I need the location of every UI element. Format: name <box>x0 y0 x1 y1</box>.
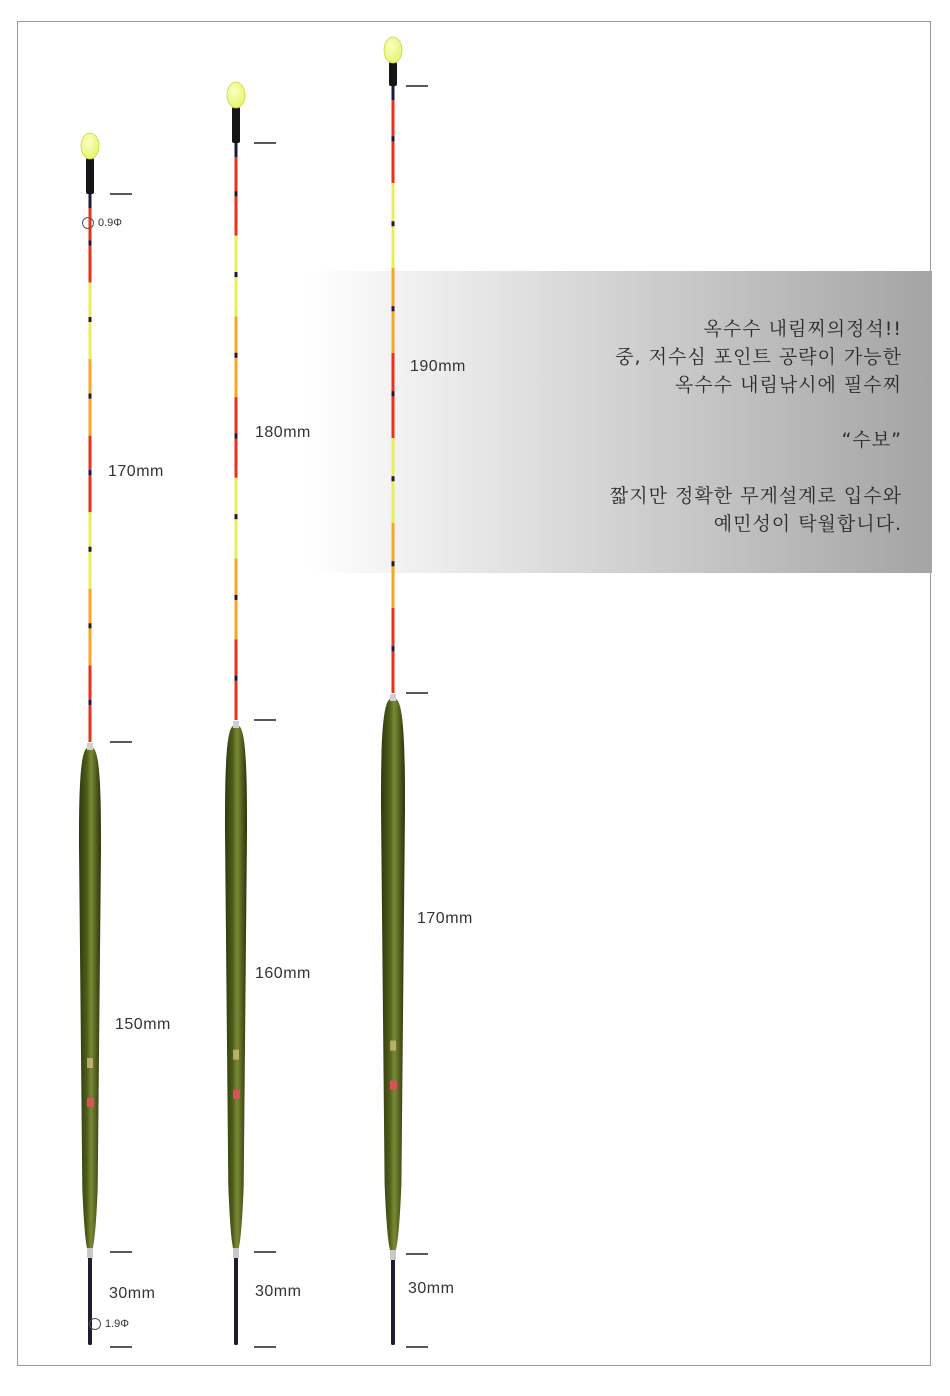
float2-antenna-band <box>235 272 238 277</box>
float1-body-mark <box>87 1058 93 1068</box>
float3-top-length: 190mm <box>410 358 466 375</box>
banner-product-name: “수보” <box>841 429 902 451</box>
banner-line-1: 옥수수 내림찌의정석!! <box>703 318 902 340</box>
float3-antenna-band <box>392 306 395 311</box>
float3-antenna-band <box>392 646 395 651</box>
float2-tip-holder <box>232 107 240 143</box>
float3-tip-bulb <box>384 37 402 63</box>
float2-antenna-band <box>235 595 238 600</box>
float1-antenna-band <box>89 623 92 628</box>
diameter-circle-icon <box>89 1318 101 1330</box>
float2-antenna-band <box>235 191 238 196</box>
float3-foot-length: 30mm <box>408 1280 455 1297</box>
float3-body <box>381 699 405 1250</box>
float3-antenna-band <box>392 476 395 481</box>
float2-body-collar <box>233 721 239 728</box>
float3-body-collar <box>390 694 396 701</box>
float1-antenna-band <box>89 317 92 322</box>
float1-antenna-band <box>89 547 92 552</box>
float2-body <box>225 726 247 1248</box>
top-diameter-label: 0.9Φ <box>82 217 122 229</box>
float1-foot-length: 30mm <box>109 1285 156 1302</box>
float2-foot-length: 30mm <box>255 1283 302 1300</box>
float2-antenna-band <box>235 514 238 519</box>
float3-body-mark <box>390 1041 396 1051</box>
float1-body-collar <box>87 743 93 750</box>
float1-antenna-band <box>89 394 92 399</box>
float1-top-length: 170mm <box>108 463 164 480</box>
float1-tip-bulb <box>81 133 99 159</box>
float2-body-mark <box>233 1050 239 1060</box>
float2-antenna-band <box>235 353 238 358</box>
float1-tip-holder <box>86 158 94 194</box>
float2-top-length: 180mm <box>255 424 311 441</box>
float3-antenna-band <box>392 221 395 226</box>
float1-antenna-band <box>89 240 92 245</box>
float1-body <box>79 748 101 1248</box>
float1-antenna-band <box>89 700 92 705</box>
float2-antenna-band <box>235 433 238 438</box>
float2-body-seal <box>233 1090 240 1099</box>
banner-line-2: 중, 저수심 포인트 공략이 가능한 <box>615 346 902 368</box>
float2-body-length: 160mm <box>255 965 311 982</box>
float3-antenna-band <box>392 136 395 141</box>
diameter-circle-icon <box>82 217 94 229</box>
float2-tip-bulb <box>227 82 245 108</box>
float3-body-seal <box>390 1081 397 1090</box>
float1-antenna-band <box>89 470 92 475</box>
banner-line-6: 예민성이 탁월합니다. <box>713 513 902 535</box>
float3-antenna-band <box>392 561 395 566</box>
foot-diameter-label: 1.9Φ <box>89 1318 129 1330</box>
float3-foot <box>391 1250 395 1345</box>
float1-body-seal <box>87 1098 94 1107</box>
banner-line-5: 짧지만 정확한 무게설계로 입수와 <box>609 485 902 507</box>
float3-antenna-band <box>392 391 395 396</box>
float1-body-length: 150mm <box>115 1016 171 1033</box>
float3-tip-holder <box>389 62 397 86</box>
float1-foot <box>88 1248 92 1345</box>
float3-body-length: 170mm <box>417 910 473 927</box>
float2-antenna-band <box>235 676 238 681</box>
float2-foot <box>234 1248 238 1345</box>
banner-line-3: 옥수수 내림낚시에 필수찌 <box>675 374 902 396</box>
